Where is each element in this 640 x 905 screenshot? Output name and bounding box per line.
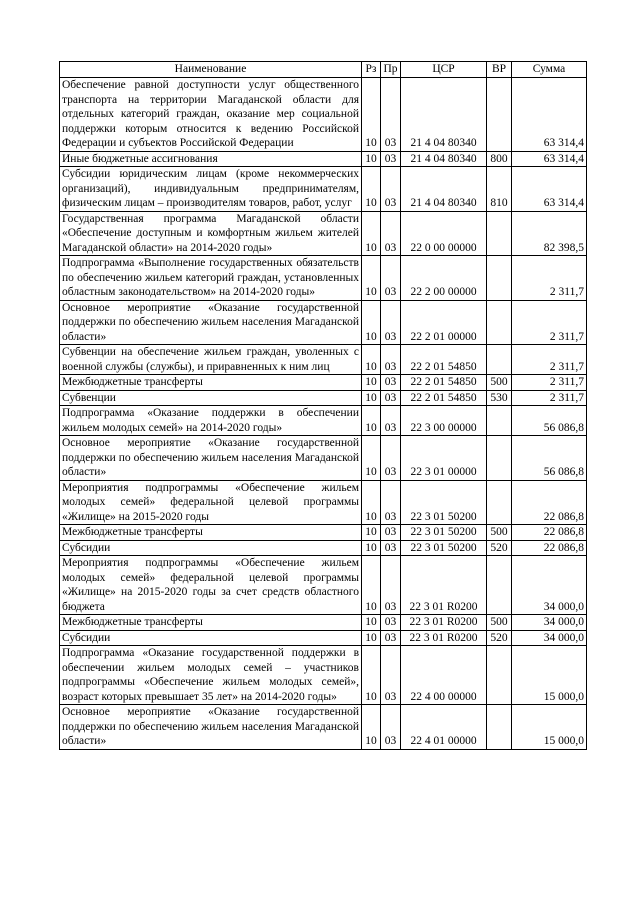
- table-row: [60, 406, 587, 436]
- row-pr: 03: [381, 345, 401, 375]
- row-vr: [487, 646, 512, 705]
- row-csr: 22 3 01 50200: [401, 525, 487, 541]
- row-rz: 10: [362, 390, 381, 406]
- table-row: [60, 390, 587, 406]
- row-rz: 10: [362, 211, 381, 256]
- row-rz: 10: [362, 480, 381, 525]
- row-name: Мероприятия подпрограммы «Обеспечение жильем молодых семей» федеральной целевой программы «Жилище» на 2015-2020 годы: [60, 480, 362, 525]
- row-sum: 22 086,8: [512, 480, 587, 525]
- row-rz: 10: [362, 151, 381, 167]
- row-csr: 22 3 01 R0200: [401, 630, 487, 646]
- row-sum: 22 086,8: [512, 525, 587, 541]
- table-header-row: [60, 62, 587, 78]
- table-row: [60, 480, 587, 525]
- row-name: Основное мероприятие «Оказание государственной поддержки по обеспечению жильем населения Магаданской области»: [60, 436, 362, 481]
- column-header-sum: Сумма: [512, 62, 587, 78]
- row-csr: 22 3 00 00000: [401, 406, 487, 436]
- row-sum: 15 000,0: [512, 705, 587, 750]
- table-row: [60, 151, 587, 167]
- row-name: Субсидии: [60, 630, 362, 646]
- budget-table: [59, 61, 587, 750]
- table-row: [60, 256, 587, 301]
- table-row: [60, 556, 587, 615]
- row-rz: 10: [362, 540, 381, 556]
- row-name: Иные бюджетные ассигнования: [60, 151, 362, 167]
- row-vr: [487, 300, 512, 345]
- row-rz: 10: [362, 167, 381, 212]
- row-sum: 22 086,8: [512, 540, 587, 556]
- row-pr: 03: [381, 615, 401, 631]
- row-vr: [487, 705, 512, 750]
- row-pr: 03: [381, 540, 401, 556]
- table-row: [60, 436, 587, 481]
- row-name: Государственная программа Магаданской области «Обеспечение доступным и комфортным жильем жителей Магаданской области» на 2014-2020 годы»: [60, 211, 362, 256]
- row-vr: 520: [487, 630, 512, 646]
- row-vr: [487, 78, 512, 152]
- row-rz: 10: [362, 300, 381, 345]
- row-rz: 10: [362, 630, 381, 646]
- row-csr: 22 3 01 50200: [401, 480, 487, 525]
- row-csr: 22 2 01 54850: [401, 390, 487, 406]
- row-pr: 03: [381, 211, 401, 256]
- row-csr: 22 3 01 R0200: [401, 556, 487, 615]
- row-sum: 2 311,7: [512, 300, 587, 345]
- row-pr: 03: [381, 406, 401, 436]
- table-row: [60, 345, 587, 375]
- row-csr: 22 4 01 00000: [401, 705, 487, 750]
- row-name: Основное мероприятие «Оказание государственной поддержки по обеспечению жильем населения Магаданской области»: [60, 300, 362, 345]
- table-body: [60, 78, 587, 750]
- row-csr: 22 3 01 50200: [401, 540, 487, 556]
- row-name: Межбюджетные трансферты: [60, 525, 362, 541]
- row-name: Подпрограмма «Оказание государственной поддержки в обеспечении жильем молодых семей – участников подпрограммы «Обеспечение жильем молодых семей», возраст которых превышает 35 лет» на 2014-2020 годы»: [60, 646, 362, 705]
- row-csr: 21 4 04 80340: [401, 78, 487, 152]
- row-sum: 15 000,0: [512, 646, 587, 705]
- row-sum: 56 086,8: [512, 436, 587, 481]
- row-csr: 22 2 01 54850: [401, 375, 487, 391]
- row-rz: 10: [362, 436, 381, 481]
- row-vr: [487, 211, 512, 256]
- row-sum: 2 311,7: [512, 345, 587, 375]
- row-pr: 03: [381, 480, 401, 525]
- table-row: [60, 646, 587, 705]
- row-csr: 22 2 01 00000: [401, 300, 487, 345]
- row-rz: 10: [362, 646, 381, 705]
- row-vr: 810: [487, 167, 512, 212]
- row-name: Основное мероприятие «Оказание государственной поддержки по обеспечению жильем населения Магаданской области»: [60, 705, 362, 750]
- table-row: [60, 525, 587, 541]
- row-pr: 03: [381, 646, 401, 705]
- row-vr: 800: [487, 151, 512, 167]
- row-rz: 10: [362, 525, 381, 541]
- row-pr: 03: [381, 256, 401, 301]
- row-pr: 03: [381, 525, 401, 541]
- row-csr: 22 4 00 00000: [401, 646, 487, 705]
- row-pr: 03: [381, 300, 401, 345]
- row-vr: [487, 256, 512, 301]
- row-vr: 530: [487, 390, 512, 406]
- table-row: [60, 211, 587, 256]
- row-pr: 03: [381, 390, 401, 406]
- row-sum: 2 311,7: [512, 390, 587, 406]
- row-name: Подпрограмма «Оказание поддержки в обеспечении жильем молодых семей» на 2014-2020 годы»: [60, 406, 362, 436]
- row-pr: 03: [381, 167, 401, 212]
- row-sum: 34 000,0: [512, 556, 587, 615]
- row-pr: 03: [381, 151, 401, 167]
- row-vr: 500: [487, 375, 512, 391]
- row-vr: 500: [487, 525, 512, 541]
- row-pr: 03: [381, 705, 401, 750]
- row-rz: 10: [362, 705, 381, 750]
- row-sum: 34 000,0: [512, 615, 587, 631]
- row-name: Субсидии юридическим лицам (кроме некоммерческих организаций), индивидуальным предпринимателям, физическим лицам – производителям товаров, работ, услуг: [60, 167, 362, 212]
- table-row: [60, 78, 587, 152]
- row-vr: [487, 480, 512, 525]
- row-sum: 2 311,7: [512, 256, 587, 301]
- row-csr: 21 4 04 80340: [401, 151, 487, 167]
- row-rz: 10: [362, 78, 381, 152]
- column-header-vr: ВР: [487, 62, 512, 78]
- row-rz: 10: [362, 406, 381, 436]
- row-name: Обеспечение равной доступности услуг общественного транспорта на территории Магаданской области для отдельных категорий граждан, оказание мер социальной поддержки которым относится к ведению Российской Федерации и субъектов Российской Федерации: [60, 78, 362, 152]
- row-pr: 03: [381, 436, 401, 481]
- row-sum: 2 311,7: [512, 375, 587, 391]
- row-csr: 22 3 01 00000: [401, 436, 487, 481]
- row-vr: 500: [487, 615, 512, 631]
- table-row: [60, 540, 587, 556]
- row-vr: [487, 406, 512, 436]
- row-vr: [487, 345, 512, 375]
- row-vr: 520: [487, 540, 512, 556]
- row-csr: 22 2 01 54850: [401, 345, 487, 375]
- row-sum: 56 086,8: [512, 406, 587, 436]
- row-name: Межбюджетные трансферты: [60, 615, 362, 631]
- row-name: Мероприятия подпрограммы «Обеспечение жильем молодых семей» федеральной целевой программы «Жилище» на 2015-2020 годы за счет средств областного бюджета: [60, 556, 362, 615]
- row-csr: 21 4 04 80340: [401, 167, 487, 212]
- row-pr: 03: [381, 78, 401, 152]
- row-name: Подпрограмма «Выполнение государственных обязательств по обеспечению жильем категорий граждан, установленных областным законодательством» на 2014-2020 годы»: [60, 256, 362, 301]
- row-csr: 22 0 00 00000: [401, 211, 487, 256]
- table-row: [60, 300, 587, 345]
- row-sum: 82 398,5: [512, 211, 587, 256]
- column-header-csr: ЦСР: [401, 62, 487, 78]
- row-rz: 10: [362, 375, 381, 391]
- row-vr: [487, 436, 512, 481]
- row-sum: 63 314,4: [512, 167, 587, 212]
- row-rz: 10: [362, 556, 381, 615]
- table-row: [60, 375, 587, 391]
- row-name: Межбюджетные трансферты: [60, 375, 362, 391]
- row-rz: 10: [362, 345, 381, 375]
- row-pr: 03: [381, 630, 401, 646]
- row-pr: 03: [381, 556, 401, 615]
- row-rz: 10: [362, 256, 381, 301]
- row-name: Субсидии: [60, 540, 362, 556]
- column-header-rz: Рз: [362, 62, 381, 78]
- row-csr: 22 2 00 00000: [401, 256, 487, 301]
- row-sum: 63 314,4: [512, 78, 587, 152]
- column-header-pr: Пр: [381, 62, 401, 78]
- row-pr: 03: [381, 375, 401, 391]
- table-row: [60, 630, 587, 646]
- table-row: [60, 167, 587, 212]
- row-csr: 22 3 01 R0200: [401, 615, 487, 631]
- row-name: Субвенции на обеспечение жильем граждан, уволенных с военной службы (службы), и приравненных к ним лиц: [60, 345, 362, 375]
- row-rz: 10: [362, 615, 381, 631]
- row-sum: 34 000,0: [512, 630, 587, 646]
- row-name: Субвенции: [60, 390, 362, 406]
- row-sum: 63 314,4: [512, 151, 587, 167]
- column-header-name: Наименование: [60, 62, 362, 78]
- table-row: [60, 705, 587, 750]
- table-row: [60, 615, 587, 631]
- row-vr: [487, 556, 512, 615]
